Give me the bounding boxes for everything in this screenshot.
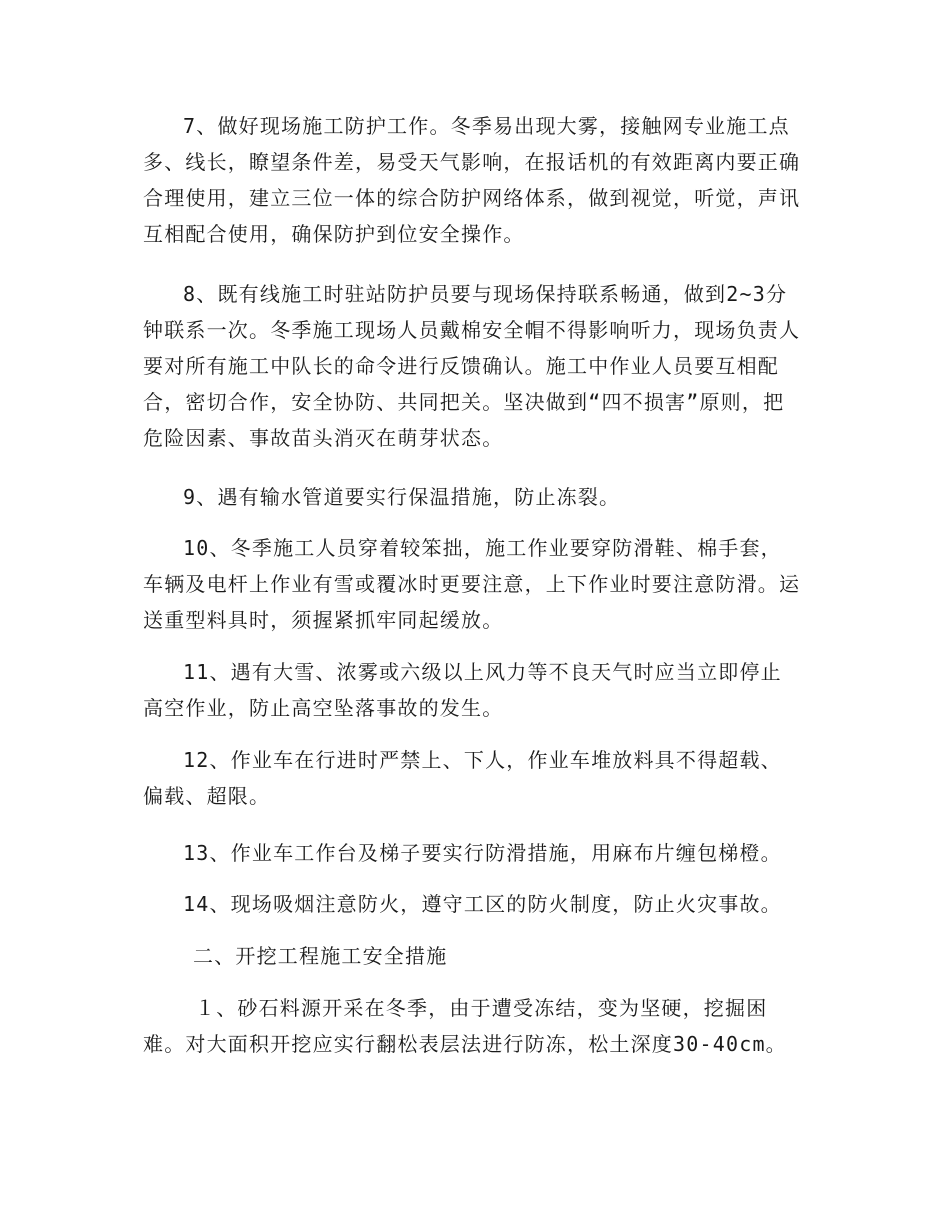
paragraph-item-9: 9、遇有输水管道要实行保温措施，防止冻裂。 — [183, 485, 621, 509]
paragraph-item-8: 8、既有线施工时驻站防护员要与现场保持联系畅通，做到2~3分钟联系一次。冬季施工现场人员戴棉安全帽不得影响听力，现场负责人要对所有施工中队长的命令进行反馈确认。施工中作业人员要互相配合，密切合作，安全协防、共同把关。坚决做到“四不损害”原则，把危险因素、事故苗头消灭在萌芽状态。 — [143, 282, 801, 450]
paragraph-item-10: 10、冬季施工人员穿着较笨拙，施工作业要穿防滑鞋、棉手套，车辆及电杆上作业有雪或覆冰时更要注意，上下作业时要注意防滑。运送重型料具时，须握紧抓牢同起缓放。 — [143, 536, 801, 632]
paragraph-item-12: 12、作业车在行进时严禁上、下人，作业车堆放料具不得超载、偏载、超限。 — [143, 748, 782, 808]
section-paragraph-1: １、砂石料源开采在冬季，由于遭受冻结，变为坚硬，挖掘困难。对大面积开挖应实行翻松表层法进行防冻，松土深度30-40cm。 — [143, 996, 787, 1056]
paragraph-item-7: 7、做好现场施工防护工作。冬季易出现大雾，接触网专业施工点多、线长，瞭望条件差，易受天气影响，在报话机的有效距离内要正确合理使用，建立三位一体的综合防护网络体系，做到视觉，听觉，声讯互相配合使用，确保防护到位安全操作。 — [143, 114, 801, 246]
paragraph-item-13: 13、作业车工作台及梯子要实行防滑措施，用麻布片缠包梯橙。 — [183, 841, 782, 865]
paragraph-item-14: 14、现场吸烟注意防火，遵守工区的防火制度，防止火灾事故。 — [183, 892, 782, 916]
section-heading: 二、开挖工程施工安全措施 — [193, 944, 448, 968]
paragraph-item-11: 11、遇有大雪、浓雾或六级以上风力等不良天气时应当立即停止高空作业，防止高空坠落事故的发生。 — [143, 660, 782, 720]
